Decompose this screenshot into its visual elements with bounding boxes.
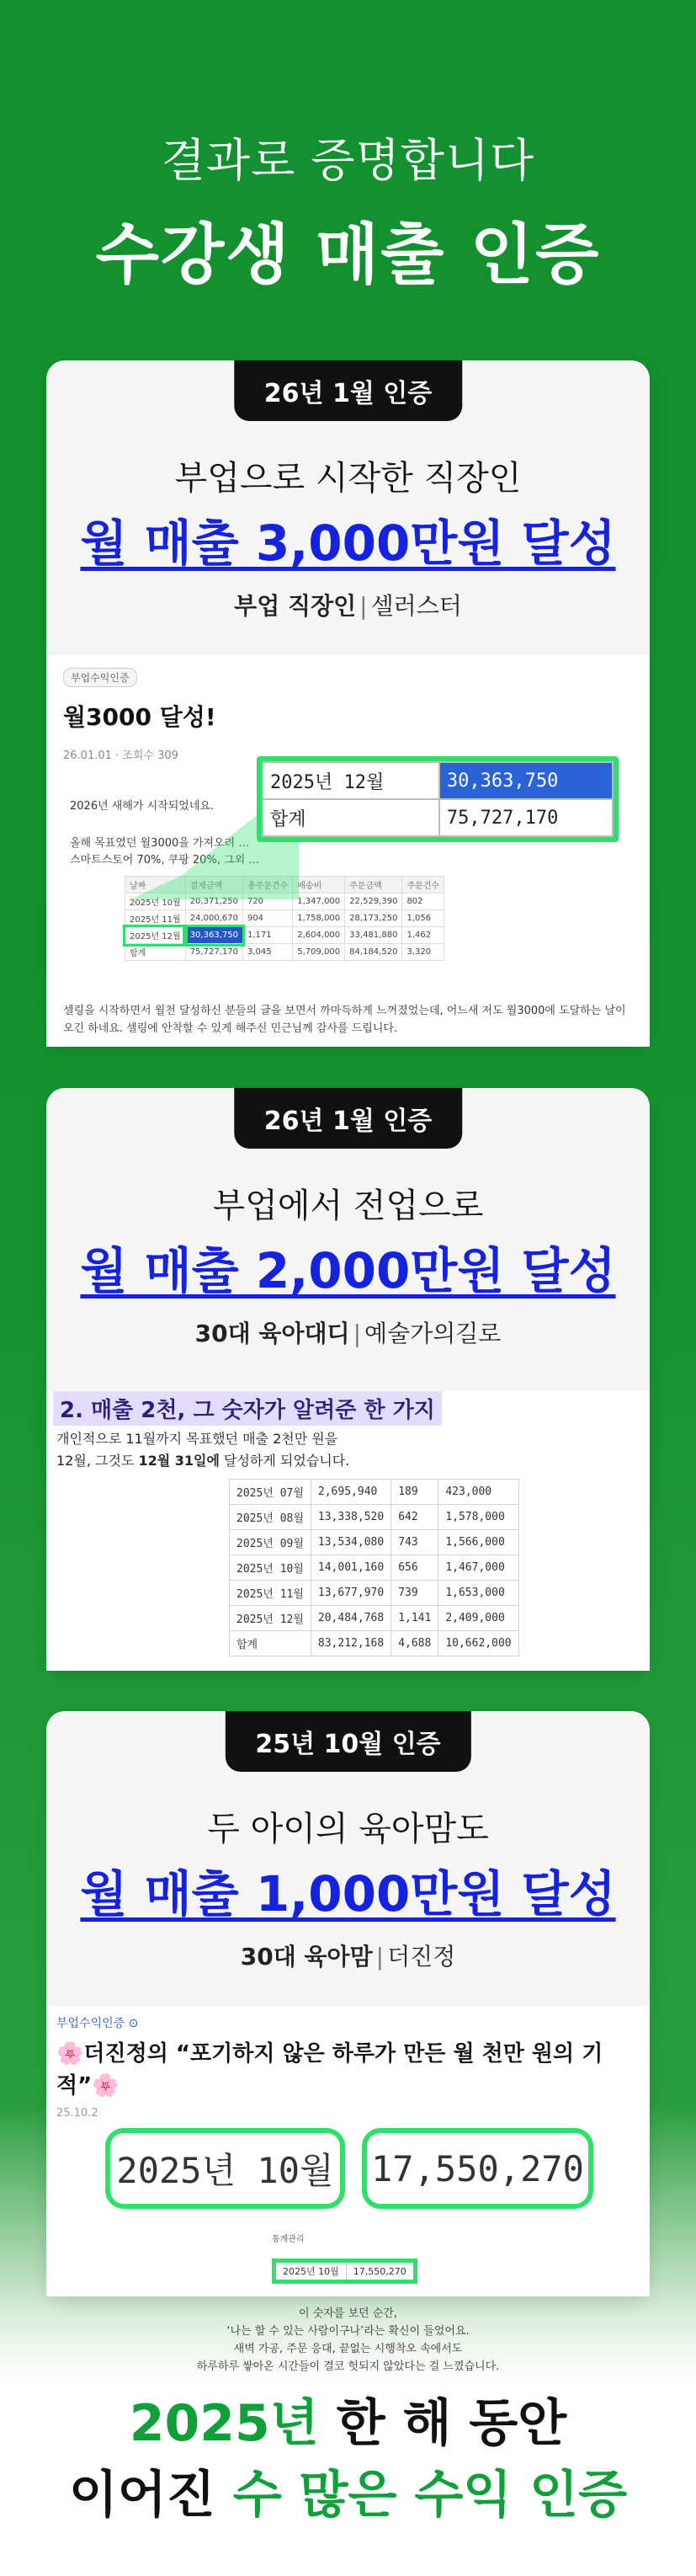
table-header: 주문금액	[345, 877, 402, 893]
table-row	[230, 1631, 519, 1656]
post-heading: 2. 매출 2천, 그 숫자가 알려준 한 가지	[53, 1391, 442, 1426]
table-cell: 1,467,000	[438, 1555, 518, 1581]
table-cell: 904	[242, 910, 292, 927]
card-author: 부업 직장인 | 셀러스터	[234, 592, 462, 620]
hero-section	[0, 0, 696, 320]
table-cell: 5,709,000	[293, 944, 345, 961]
card-badge: 26년 1월 인증	[234, 360, 462, 421]
zoom-cell: 30,363,750	[439, 762, 613, 799]
table-cell: 17,550,270	[346, 2261, 415, 2282]
card-subtitle: 부업에서 전업으로	[212, 1187, 484, 1225]
post-screenshot	[46, 2006, 650, 2373]
proof-card-2	[46, 1088, 650, 1671]
author-name: 예술가의길로	[364, 1320, 502, 1347]
author-type: 부업 직장인	[234, 592, 357, 620]
table-row	[230, 1505, 519, 1530]
table-cell: 2025년 07월	[230, 1480, 311, 1505]
post-text-part: 달성하게 되었습니다.	[219, 1453, 350, 1469]
post-screenshot	[46, 655, 650, 1047]
table-cell: 1,653,000	[438, 1581, 518, 1606]
proof-card-1	[46, 360, 650, 1047]
post-text: 2026년 새해가 시작되었네요.	[70, 800, 215, 813]
card-subtitle: 부업으로 시작한 직장인	[174, 459, 522, 498]
table-cell: 1,141	[391, 1606, 438, 1631]
author-name: 셀러스터	[370, 592, 462, 620]
post-text-block	[46, 2305, 650, 2376]
post-text: 개인적으로 11월까지 목표했던 매출 2천만 원을	[56, 1431, 338, 1447]
table-row	[125, 927, 444, 944]
post-date: 25.10.2	[56, 2107, 98, 2120]
post-text: 새벽 가공, 주문 응대, 끝없는 시행착오 속에서도	[233, 2343, 463, 2355]
table-cell: 13,534,080	[311, 1530, 391, 1555]
table-cell: 1,758,000	[293, 910, 345, 927]
table-row	[125, 910, 444, 927]
post-text: ‘나는 할 수 있는 사람이구나’라는 확신이 들었어요.	[226, 2325, 470, 2338]
table-cell: 1,056	[402, 910, 444, 927]
table-cell: 2025년 12월	[125, 927, 186, 944]
table-cell: 20,484,768	[311, 1606, 391, 1631]
card-subtitle: 두 아이의 육아맘도	[207, 1810, 489, 1848]
author-type: 30대 육아맘	[240, 1943, 373, 1971]
post-category: 부업수익인증 ⊙	[56, 2017, 139, 2030]
card-author: 30대 육아대디 | 예술가의길로	[194, 1320, 502, 1347]
table-cell: 2,695,940	[311, 1480, 391, 1505]
post-text-bold: 12월 31일에	[138, 1453, 220, 1469]
zoom-cell: 75,727,170	[439, 799, 613, 836]
table-cell: 2025년 09월	[230, 1530, 311, 1555]
table-cell: 2025년 12월	[230, 1606, 311, 1631]
zoom-month: 2025년 10월	[105, 2128, 345, 2209]
author-type: 30대 육아대디	[194, 1320, 350, 1347]
table-cell: 1,566,000	[438, 1530, 518, 1555]
table-cell: 1,578,000	[438, 1505, 518, 1530]
card-author: 30대 육아맘 | 더진정	[240, 1943, 456, 1971]
sales-table	[229, 1479, 519, 1656]
table-cell: 656	[391, 1555, 438, 1581]
table-cell: 189	[391, 1480, 438, 1505]
post-text-part: 12월, 그것도	[56, 1453, 139, 1469]
table-cell: 합계	[230, 1631, 311, 1656]
bottom-text: 한 해 동안	[318, 2394, 567, 2453]
table-cell: 2025년 10월	[125, 893, 186, 910]
table-header: 결제금액	[185, 877, 242, 893]
post-title: 월3000 달성!	[63, 703, 216, 731]
table-cell: 642	[391, 1505, 438, 1530]
table-cell: 83,212,168	[311, 1631, 391, 1656]
post-title: 🌸더진정의 “포기하지 않은 하루가 만든 월 천만 원의 기적”🌸	[56, 2041, 603, 2099]
zoom-callout	[257, 756, 619, 842]
card-headline: 월 매출 2,000만원 달성	[80, 1242, 616, 1299]
stats-table	[272, 2259, 417, 2284]
table-cell: 22,529,390	[345, 893, 402, 910]
post-text	[56, 1450, 349, 1469]
hero-subtitle: 결과로 증명합니다	[161, 134, 535, 187]
table-cell: 802	[402, 893, 444, 910]
table-cell: 2025년 08월	[230, 1505, 311, 1530]
post-text: 하루하루 쌓아온 시간들이 결코 헛되지 않았다는 걸 느꼈습니다.	[196, 2360, 500, 2373]
table-cell: 30,363,750	[185, 927, 242, 944]
proof-card-3	[46, 1711, 650, 2373]
table-row	[230, 1480, 519, 1505]
author-name: 더진정	[387, 1943, 456, 1971]
table-header: 총주문건수	[242, 877, 292, 893]
stats-label: 통계관리	[272, 2235, 305, 2244]
table-cell: 2025년 11월	[230, 1581, 311, 1606]
post-text: 올해 목표였던 월3000을 가져오려 …	[70, 837, 250, 850]
table-row	[230, 1581, 519, 1606]
table-row	[274, 2261, 416, 2282]
post-text: 스마트스토어 70%, 쿠팡 20%, 그외 …	[70, 854, 260, 867]
table-cell: 33,481,880	[345, 927, 402, 944]
table-row	[230, 1530, 519, 1555]
bottom-line-2	[0, 2455, 696, 2527]
table-cell: 2,604,000	[293, 927, 345, 944]
table-row	[125, 944, 444, 961]
hero-title: 수강생 매출 인증	[95, 217, 601, 293]
zoom-cell: 2025년 12월	[263, 762, 439, 799]
post-screenshot	[46, 1391, 650, 1671]
table-cell: 3,320	[402, 944, 444, 961]
post-footer-text: 셀링을 시작하면서 월천 달성하신 분들의 글을 보면서 까마득하게 느껴졌었는데, 어느새 저도 월3000에 도달하는 날이 오긴 하네요. 셀링에 안착할 수 있게 해주신 민근님께 감사를 드립니다.	[63, 1005, 626, 1035]
table-cell: 28,173,250	[345, 910, 402, 927]
table-cell: 1,462	[402, 927, 444, 944]
post-meta: 26.01.01 · 조회수 309	[63, 749, 178, 762]
table-cell: 743	[391, 1530, 438, 1555]
table-cell: 84,184,520	[345, 944, 402, 961]
table-cell: 14,001,160	[311, 1555, 391, 1581]
table-row	[230, 1555, 519, 1581]
bottom-line-1	[0, 2383, 696, 2456]
table-cell: 24,000,670	[185, 910, 242, 927]
post-text: 이 숫자를 보던 순간,	[299, 2307, 397, 2320]
table-cell: 20,371,250	[185, 893, 242, 910]
table-cell: 423,000	[438, 1480, 518, 1505]
table-header: 배송비	[293, 877, 345, 893]
table-header: 주문건수	[402, 877, 444, 893]
table-cell: 4,688	[391, 1631, 438, 1656]
zoom-cell: 합계	[263, 799, 439, 836]
post-category: 부업수익인증	[63, 668, 137, 687]
bottom-highlight: 2025년	[129, 2394, 319, 2453]
table-cell: 2025년 10월	[230, 1555, 311, 1581]
table-cell: 2025년 10월	[274, 2261, 347, 2282]
table-cell: 1,171	[242, 927, 292, 944]
table-header: 날짜	[125, 877, 186, 893]
table-cell: 3,045	[242, 944, 292, 961]
zoom-amount: 17,550,270	[362, 2128, 593, 2209]
table-cell: 2025년 11월	[125, 910, 186, 927]
table-cell: 2,409,000	[438, 1606, 518, 1631]
table-cell: 1,347,000	[293, 893, 345, 910]
card-headline: 월 매출 3,000만원 달성	[80, 515, 616, 572]
table-cell: 720	[242, 893, 292, 910]
table-row	[230, 1606, 519, 1631]
table-cell: 13,677,970	[311, 1581, 391, 1606]
table-cell: 10,662,000	[438, 1631, 518, 1656]
card-headline: 월 매출 1,000만원 달성	[80, 1865, 616, 1923]
bottom-highlight: 수 많은 수익 인증	[232, 2466, 628, 2525]
table-cell: 739	[391, 1581, 438, 1606]
bottom-text: 이어진	[68, 2466, 233, 2525]
card-badge: 25년 10월 인증	[225, 1711, 470, 1772]
table-cell: 합계	[125, 944, 186, 961]
table-cell: 13,338,520	[311, 1505, 391, 1530]
table-cell: 75,727,170	[185, 944, 242, 961]
card-badge: 26년 1월 인증	[234, 1088, 462, 1149]
